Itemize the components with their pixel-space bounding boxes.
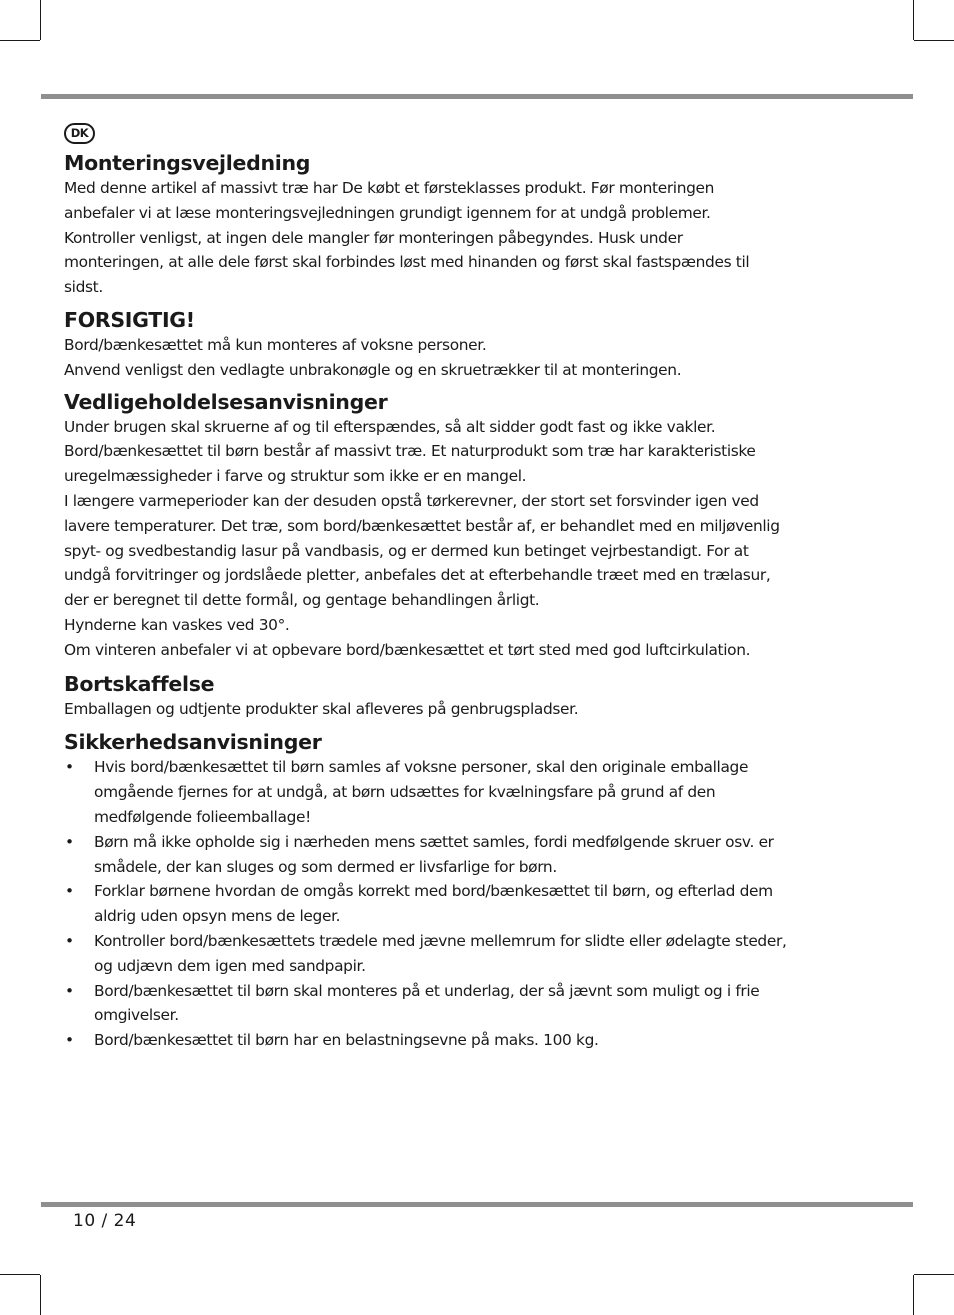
paragraph-line: uregelmæssigheder i farve og struktur som ikke er en mangel.	[64, 467, 527, 486]
section-assembly	[64, 150, 854, 300]
crop-mark-bottom-right-h	[914, 1274, 954, 1275]
list-item-line: aldrig uden opsyn mens de leger.	[94, 907, 341, 926]
crop-mark-top-right-h	[914, 40, 954, 41]
paragraph-line: Bord/bænkesættet må kun monteres af voksne personer.	[64, 335, 487, 354]
list-item	[64, 1028, 854, 1053]
crop-mark-bottom-right-v	[913, 1275, 914, 1315]
list-item-line: omgivelser.	[94, 1006, 179, 1025]
list-item-line: Bord/bænkesættet til børn skal monteres på et underlag, der så jævnt som muligt og i frie	[94, 981, 760, 1000]
section-caution	[64, 307, 854, 383]
paragraph-line: Med denne artikel af massivt træ har De købt et førsteklasses produkt. Før monteringen	[64, 179, 715, 197]
list-item	[64, 755, 854, 829]
section-heading: Monteringsvejledning	[64, 151, 311, 175]
crop-mark-top-left-v	[40, 0, 41, 40]
section-disposal	[64, 671, 854, 722]
list-item	[64, 830, 854, 880]
paragraph-line: der er beregnet til dette formål, og gentage behandlingen årligt.	[64, 591, 540, 610]
safety-list	[64, 755, 854, 1053]
paragraph-line: spyt- og svedbestandig lasur på vandbasis, og er dermed kun betinget vejrbestandigt. For at	[64, 541, 749, 560]
crop-mark-bottom-left-h	[0, 1274, 40, 1275]
paragraph-line: Bord/bænkesættet til børn består af massivt træ. Et naturprodukt som træ har karakteristiske	[64, 442, 756, 461]
section-maintenance	[64, 389, 854, 663]
paragraph-line: monteringen, at alle dele først skal forbindes løst med hinanden og først skal fastspændes til	[64, 253, 750, 272]
crop-mark-top-left-h	[0, 40, 40, 41]
crop-mark-bottom-left-v	[40, 1275, 41, 1315]
list-item	[64, 879, 854, 929]
paragraph-line: Anvend venligst den vedlagte unbrakonøgle og en skruetrækker til at monteringen.	[64, 360, 682, 379]
section-heading: Sikkerhedsanvisninger	[64, 730, 322, 755]
paragraph-line: anbefaler vi at læse monteringsvejledningen grundigt igennem for at undgå problemer.	[64, 203, 711, 222]
list-item-line: omgående fjernes for at undgå, at børn udsættes for kvælningsfare på grund af den	[94, 783, 716, 802]
list-item-line: medfølgende folieemballage!	[94, 807, 311, 826]
list-item-line: Hvis bord/bænkesættet til børn samles af voksne personer, skal den originale emballage	[94, 758, 749, 777]
paragraph-line: sidst.	[64, 278, 103, 297]
list-item	[64, 929, 854, 979]
list-item-line: og udjævn dem igen med sandpapir.	[94, 956, 366, 975]
list-item-line: Børn må ikke opholde sig i nærheden mens sættet samles, fordi medfølgende skruer osv. er	[94, 832, 774, 851]
list-item-line: Forklar børnene hvordan de omgås korrekt med bord/bænkesættet til børn, og efterlad dem	[94, 882, 773, 901]
paragraph-line: I længere varmeperioder kan der desuden opstå tørkerevner, der stort set forsvinder igen ved	[64, 491, 759, 510]
paragraph-line: Hynderne kan vaskes ved 30°.	[64, 615, 290, 634]
section-heading: Vedligeholdelsesanvisninger	[64, 389, 388, 414]
bottom-rule	[41, 1202, 913, 1207]
section-safety	[64, 729, 854, 1053]
top-rule	[41, 94, 913, 99]
section-heading: FORSIGTIG!	[64, 307, 195, 332]
page-number: 10 / 24	[73, 1211, 137, 1231]
paragraph-line: Under brugen skal skruerne af og til efterspændes, så alt sidder godt fast og ikke vakler.	[64, 417, 716, 436]
crop-mark-top-right-v	[913, 0, 914, 40]
paragraph-line: undgå forvitringer og jordslåede pletter, anbefales det at efterbehandle træet med en trælasur,	[64, 566, 771, 585]
list-item	[64, 979, 854, 1029]
list-item-line: smådele, der kan sluges og som dermed er livsfarlige for børn.	[94, 857, 557, 876]
paragraph-line: lavere temperaturer. Det træ, som bord/bænkesættet består af, er behandlet med en miljøvenlig	[64, 516, 780, 535]
document-body	[64, 122, 854, 1053]
paragraph-line: Kontroller venligst, at ingen dele mangler før monteringen påbegyndes. Husk under	[64, 228, 683, 247]
paragraph-line: Om vinteren anbefaler vi at opbevare bord/bænkesættet et tørt sted med god luftcirkulation.	[64, 640, 751, 659]
list-item-line: Kontroller bord/bænkesættets trædele med jævne mellemrum for slidte eller ødelagte steder,	[94, 931, 787, 950]
section-heading: Bortskaffelse	[64, 671, 215, 696]
language-badge: DK	[64, 123, 95, 144]
paragraph-line: Emballagen og udtjente produkter skal afleveres på genbrugspladser.	[64, 699, 579, 718]
list-item-line: Bord/bænkesættet til børn har en belastningsevne på maks. 100 kg.	[94, 1031, 599, 1050]
